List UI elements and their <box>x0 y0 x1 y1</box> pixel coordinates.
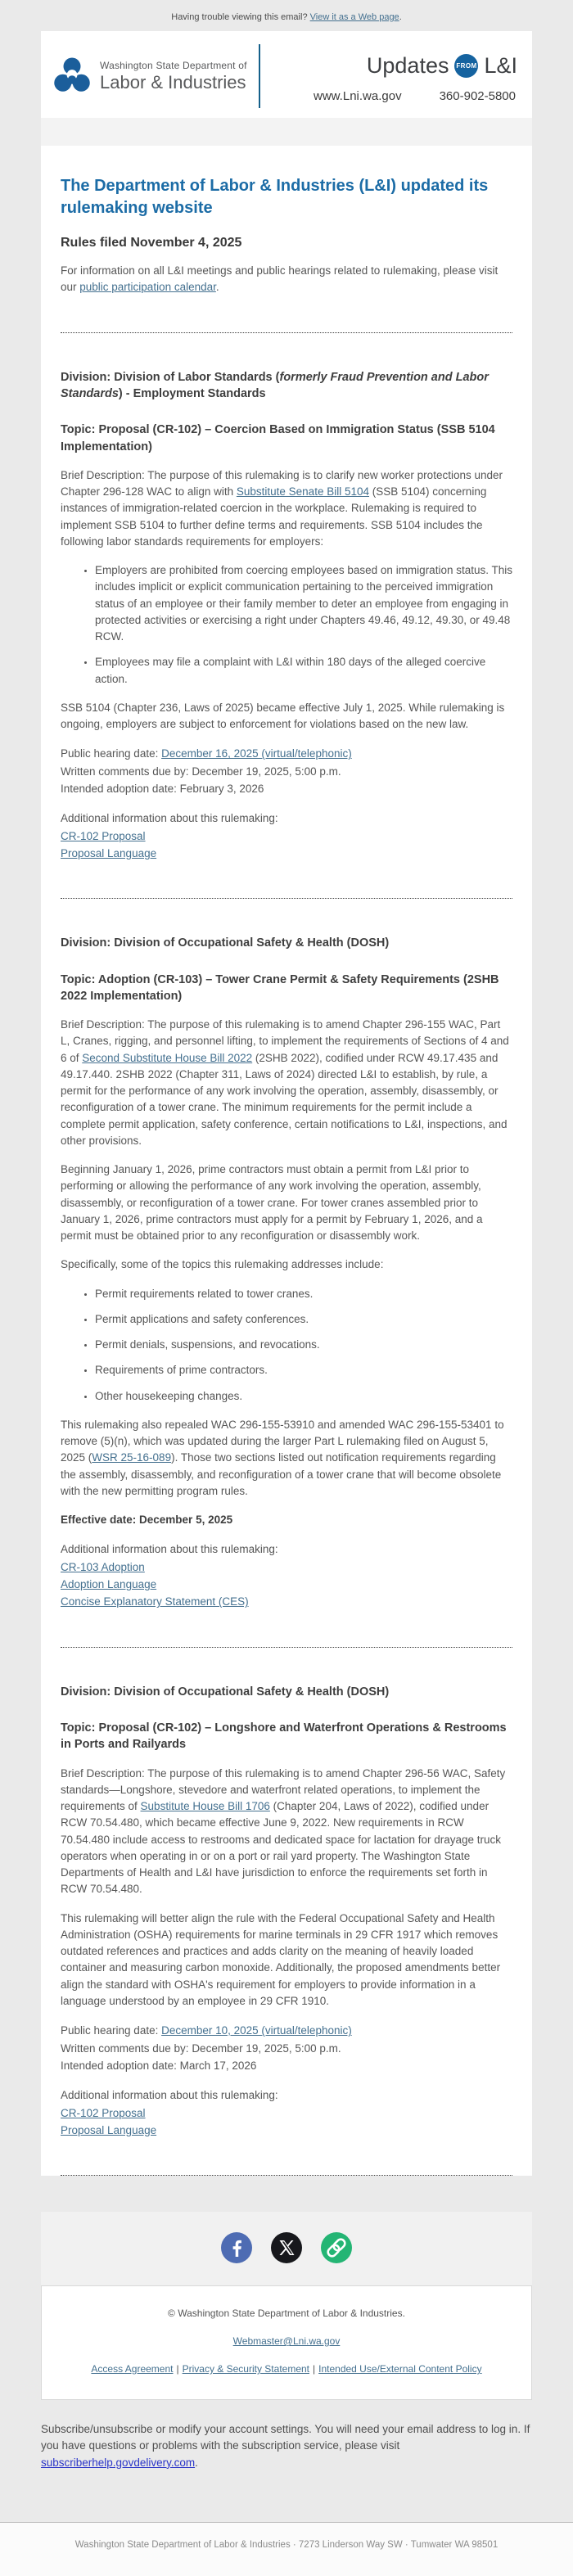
bullet-item <box>95 1362 512 1378</box>
bottom-address-band <box>0 2522 573 2576</box>
text-segment: Subscribe/unsubscribe or modify your account settings. You will need your email address to log in. If you have questions or problems with the subscription service, please visit <box>41 2423 530 2452</box>
text-segment: Additional information about this rulemaking: <box>61 1543 278 1556</box>
dept-line1: Washington State Department of <box>100 59 247 71</box>
public-hearing-date-link[interactable]: December 16, 2025 (virtual/telephonic) <box>161 747 352 760</box>
policy-separator: | <box>313 2363 316 2375</box>
lni-brand <box>52 56 247 96</box>
text-segment: Public hearing date: <box>61 747 162 760</box>
text-segment: Brief Description: The purpose of this rulemaking is to amend Chapter 296-56 WAC, Safety standards—Longshore, stevedore and waterfront related operations, to implement the requirements of <box>61 1766 506 1813</box>
topic-heading: Topic: Proposal (CR-102) – Coercion Based on Immigration Status (SSB 5104 Implementation) <box>61 423 495 453</box>
text-segment: (SSB 5104) concerning instances of immigration-related coercion in the workplace. Rulemaking is required to implement SSB 5104 to further define terms and requirements. SSB 5104 includes the following labor standards requirements for employers: <box>61 485 487 548</box>
social-band <box>41 2212 532 2285</box>
info-lines <box>61 2087 512 2139</box>
proposal-language-link[interactable]: Proposal Language <box>61 2123 157 2136</box>
text-segment: Requirements of prime contractors. <box>95 1364 268 1377</box>
text-segment: Written comments due by: December 19, 2025, 5:00 p.m. <box>61 765 341 778</box>
dept-name <box>100 60 247 93</box>
phone-number: 360-902-5800 <box>439 88 516 103</box>
rulemaking-section <box>61 369 512 863</box>
text-segment: Division: Division of Occupational Safety & Health (DOSH) <box>61 1685 390 1699</box>
public-participation-calendar-link[interactable]: public participation calendar <box>79 281 216 294</box>
text-segment: formerly Fraud Prevention and Labor Standards <box>61 370 489 400</box>
subscribe-paragraph <box>41 2421 532 2471</box>
view-as-web-page-link[interactable]: View it as a Web page <box>309 12 399 22</box>
public-hearing-date-link[interactable]: December 10, 2025 (virtual/telephonic) <box>161 2024 352 2037</box>
text-segment: Employees may file a complaint with L&I within 180 days of the alleged coercive action. <box>95 656 486 685</box>
text-segment: (2SHB 2022), codified under RCW 49.17.435 and 49.17.440. 2SHB 2022 (Chapter 311, Laws of 2024) directed L&I to establish, by rule, a permit for the performance of any work involving the operation, assembly, disassembly, or reconfiguration of a tower crane. The minimum requirements for the permit include a complete permit application, safety conference, certain notifications to L&I, inspections, and other provisions. <box>61 1051 508 1147</box>
adoption-language-link[interactable]: Adoption Language <box>61 1578 157 1591</box>
updates-from-li <box>367 53 517 79</box>
bullet-item <box>95 1388 512 1405</box>
policy-separator: | <box>176 2363 179 2375</box>
policy-link[interactable]: Privacy & Security Statement <box>182 2363 309 2375</box>
page-title: The Department of Labor & Industries (L&I) updated its rulemaking website <box>61 177 489 217</box>
bullet-item <box>95 1311 512 1328</box>
text-segment: This rulemaking will better align the rule with the Federal Occupational Safety and Health Administration (OSHA) requirements for marine terminals in 29 CFR 1917 which removes outdated references and practices and adds clarity on the meaning of heavily loaded container and measuring carbon monoxide. Additionally, the proposed amendments better align the standard with OSHA's requirement for employers to provide information in a language understood by an employee in 29 CFR 1910. <box>61 1911 501 2007</box>
agency-address: Washington State Department of Labor & Industries · 7273 Linderson Way SW · Tumwater WA 98501 <box>74 2539 499 2550</box>
paragraph <box>61 1417 512 1500</box>
bullet-item <box>95 1286 512 1302</box>
info-lines <box>61 1541 512 1610</box>
text-segment: Effective date: December 5, 2025 <box>61 1514 233 1527</box>
li-word: L&I <box>484 52 517 78</box>
cr-103-adoption-link[interactable]: CR-103 Adoption <box>61 1560 145 1573</box>
text-segment: (Chapter 204, Laws of 2022), codified under RCW 70.54.480, which became effective June 9, 2022. New requirements in RCW 70.54.480 include access to restrooms and dedicated space for lactation for drayage truck operators when operating in or on a port or rail yard property. The Washington State Departments of Health and L&I have jurisdiction to enforce the requirements set forth in RCW 70.54.480. <box>61 1800 502 1896</box>
paragraph <box>61 1512 512 1528</box>
proposal-language-link[interactable]: Proposal Language <box>61 847 157 860</box>
info-lines <box>61 810 512 862</box>
text-segment: This rulemaking also repealed WAC 296-155-53910 and amended WAC 296-155-53401 to remove (5)(n), which was updated during the larger Part L rulemaking filed on August 5, 2025 ( <box>61 1418 504 1464</box>
dotted-divider <box>61 1647 512 1648</box>
shb-1706-link[interactable]: Substitute House Bill 1706 <box>140 1800 270 1813</box>
cr-102-proposal-link[interactable]: CR-102 Proposal <box>61 2106 146 2119</box>
division-heading <box>61 1684 512 1700</box>
text-segment: . <box>195 2456 198 2469</box>
division-heading <box>61 369 512 403</box>
copyright-text: © Washington State Department of Labor & Industries. <box>168 2308 405 2320</box>
bullet-item <box>95 562 512 645</box>
from-badge: FROM <box>454 54 478 78</box>
text-segment: Brief Description: The purpose of this rulemaking is to clarify new worker protections under Chapter 296-128 WAC to align with <box>61 468 503 499</box>
rules-filed-subtitle: Rules filed November 4, 2025 <box>61 236 242 250</box>
text-segment: ) - Employment Standards <box>118 386 266 400</box>
rulemaking-section <box>61 1684 512 2139</box>
contact-row <box>314 89 517 103</box>
ssb-5104-link[interactable]: Substitute Senate Bill 5104 <box>236 485 369 499</box>
x-icon[interactable] <box>271 2232 302 2263</box>
paragraph <box>61 1256 512 1273</box>
text-segment: Employers are prohibited from coercing employees based on immigration status. This includes implicit or explicit communication pertaining to the perceived immigration status of an employee or their family member to deter an employee from engaging in protected activities or exercising a right under Chapters 49.46, 49.12, 49.30, or 49.48 RCW. <box>95 564 512 643</box>
website-text: www.Lni.wa.gov <box>314 88 402 103</box>
updates-word: Updates <box>366 52 449 78</box>
paragraph <box>61 1017 512 1149</box>
paragraph <box>61 1162 512 1244</box>
email-body <box>41 31 532 2176</box>
dotted-divider <box>61 332 512 333</box>
text-segment: Intended adoption date: February 3, 2026 <box>61 783 264 796</box>
webmaster-email-link[interactable]: Webmaster@Lni.wa.gov <box>232 2335 341 2348</box>
lni-trefoil-logo <box>52 56 92 96</box>
header-right <box>273 50 517 103</box>
email-header <box>41 31 532 118</box>
text-segment: Having trouble viewing this email? <box>171 12 310 22</box>
intro-paragraph <box>61 263 512 296</box>
paragraph <box>61 1766 512 1898</box>
text-segment: Intended adoption date: March 17, 2026 <box>61 2059 257 2072</box>
rulemaking-section <box>61 935 512 1610</box>
paragraph <box>61 700 512 733</box>
division-heading <box>61 935 512 951</box>
text-segment: Beginning January 1, 2026, prime contractors must obtain a permit from L&I prior to performing or allowing the performance of any work involving the operation, assembly, disassembly, or reconfiguration of a tower crane. For tower cranes assembled prior to January 1, 2026, prime contractors must apply for a permit by February 1, 2026, and a permit must be obtained prior to any reconfiguration or disassembly work. <box>61 1163 483 1243</box>
subscriberhelp-link[interactable]: subscriberhelp.govdelivery.com <box>41 2456 196 2469</box>
text-segment: . <box>215 281 219 294</box>
text-segment: Written comments due by: December 19, 2025, 5:00 p.m. <box>61 2041 341 2055</box>
text-segment: Permit applications and safety conferences. <box>95 1312 309 1325</box>
text-segment: Permit requirements related to tower cranes. <box>95 1287 314 1300</box>
email-main <box>41 175 532 2176</box>
text-segment: Brief Description: The purpose of this rulemaking is to amend Chapter 296-155 WAC, Part L, Cranes, rigging, and personnel lifting, to implement the requirements of Sections of 4 and 6 of <box>61 1018 509 1064</box>
info-lines <box>61 745 512 797</box>
topic-heading: Topic: Proposal (CR-102) – Longshore and Waterfront Operations & Restrooms in Ports and Railyards <box>61 1721 507 1752</box>
text-segment: Permit denials, suspensions, and revocations. <box>95 1338 320 1351</box>
concise-explanatory-statement-link[interactable]: Concise Explanatory Statement (CES) <box>61 1595 249 1608</box>
bullet-item <box>95 654 512 688</box>
header-vertical-divider <box>259 44 260 108</box>
text-segment: Division: Division of Occupational Safety & Health (DOSH) <box>61 936 390 950</box>
dotted-divider <box>61 898 512 899</box>
facebook-icon[interactable] <box>221 2232 252 2263</box>
policy-link[interactable]: Access Agreement <box>91 2363 174 2375</box>
text-segment: . <box>399 12 402 22</box>
text-segment: Division: Division of Labor Standards ( <box>61 370 280 384</box>
bullet-list <box>61 1286 512 1405</box>
text-segment: SSB 5104 (Chapter 236, Laws of 2025) became effective July 1, 2025. While rulemaking is ongoing, employers are subject to enforcement for violations based on the new law. <box>61 701 505 731</box>
text-segment: Additional information about this rulemaking: <box>61 812 278 825</box>
text-segment: For information on all L&I meetings and public hearings related to rulemaking, please visit our <box>61 264 499 294</box>
text-segment: Other housekeeping changes. <box>95 1389 243 1402</box>
text-segment: ). Those two sections listed out notification requirements regarding the assembly, disassembly, and reconfiguration of a tower crane that will become obsolete with the new permitting program rules. <box>61 1451 502 1497</box>
paragraph <box>61 467 512 550</box>
share-link-icon[interactable] <box>321 2232 352 2263</box>
text-segment: Specifically, some of the topics this rulemaking addresses include: <box>61 1258 384 1271</box>
sections-host <box>61 332 512 2176</box>
cr-102-proposal-link[interactable]: CR-102 Proposal <box>61 829 146 842</box>
footer-box <box>41 2285 532 2400</box>
text-segment: Additional information about this rulemaking: <box>61 2089 278 2102</box>
dotted-divider <box>61 2175 512 2176</box>
paragraph <box>61 1911 512 2010</box>
bullet-list <box>61 562 512 688</box>
text-segment: Public hearing date: <box>61 2024 162 2037</box>
dept-line2: Labor & Industries <box>100 71 246 92</box>
2shb-2022-link[interactable]: Second Substitute House Bill 2022 <box>82 1051 253 1064</box>
wsr-25-16-089-link[interactable]: WSR 25-16-089 <box>92 1451 172 1464</box>
info-lines <box>61 2022 512 2074</box>
header-separator-strip <box>41 118 532 146</box>
top-notice <box>0 0 573 31</box>
policy-links <box>55 2363 518 2375</box>
policy-link[interactable]: Intended Use/External Content Policy <box>318 2363 482 2375</box>
topic-heading: Topic: Adoption (CR-103) – Tower Crane Permit & Safety Requirements (2SHB 2022 Implementation) <box>61 972 499 1003</box>
bullet-item <box>95 1337 512 1353</box>
